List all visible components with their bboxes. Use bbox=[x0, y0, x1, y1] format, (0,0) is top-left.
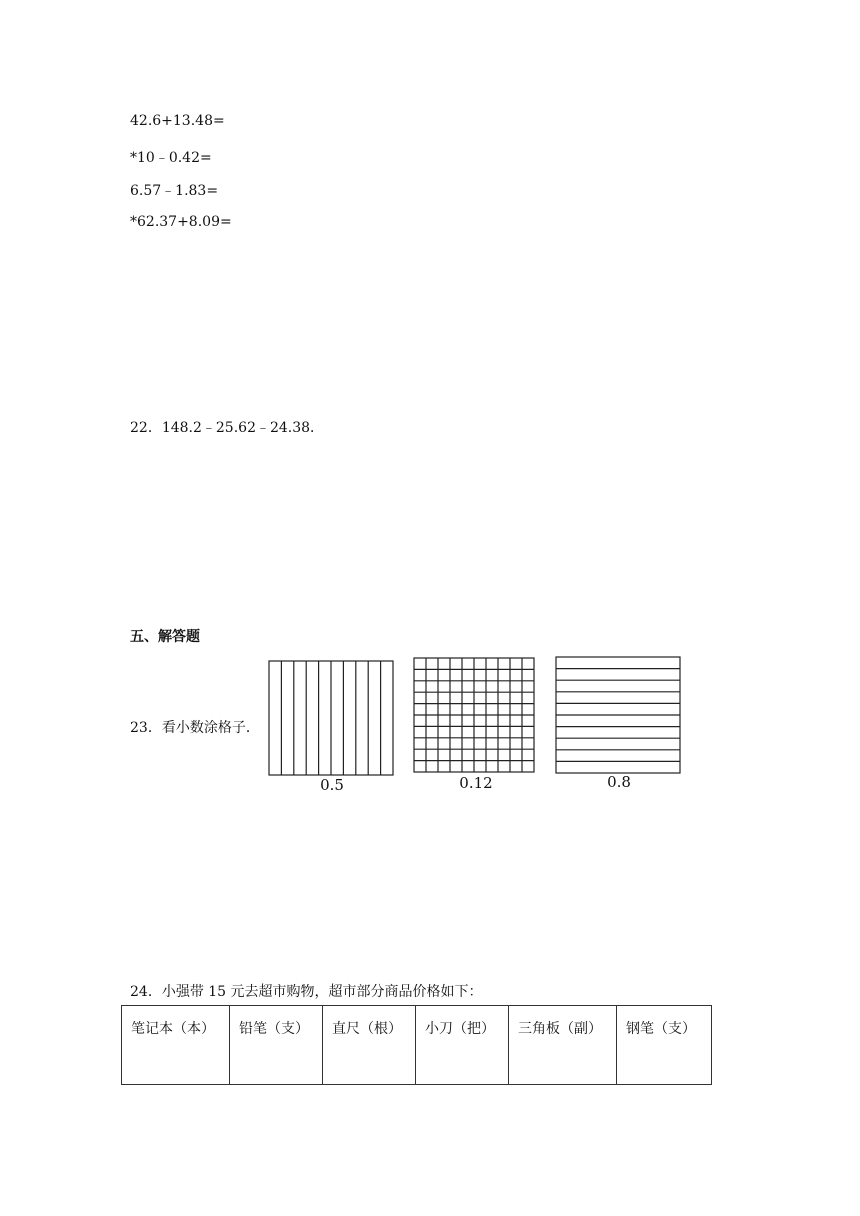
question-22: 22．148.2﹣25.62﹣24.38． bbox=[130, 420, 325, 436]
table-header-cell: 笔记本（本） bbox=[122, 1006, 230, 1085]
grid-hundred-squares[interactable] bbox=[413, 657, 535, 773]
table-row bbox=[122, 1006, 712, 1085]
table-header-cell: 小刀（把） bbox=[416, 1006, 509, 1085]
arithmetic-line: *62.37+8.09= bbox=[130, 214, 232, 230]
section-heading: 五、解答题 bbox=[130, 629, 200, 645]
arithmetic-line: 6.57﹣1.83= bbox=[130, 183, 219, 199]
grid-label: 0.8 bbox=[607, 773, 631, 791]
table-header-cell: 三角板（副） bbox=[509, 1006, 617, 1085]
price-table bbox=[121, 1005, 712, 1085]
arithmetic-line: 42.6+13.48= bbox=[130, 113, 225, 129]
grid-vertical-strips[interactable] bbox=[268, 660, 394, 776]
question-23-prompt: 23．看小数涂格子． bbox=[130, 720, 260, 736]
grid-label: 0.5 bbox=[320, 776, 344, 794]
grid-label: 0.12 bbox=[459, 774, 493, 792]
table-header-cell: 钢笔（支） bbox=[617, 1006, 712, 1085]
table-header-cell: 铅笔（支） bbox=[230, 1006, 323, 1085]
arithmetic-line: *10﹣0.42= bbox=[130, 150, 212, 166]
table-header-cell: 直尺（根） bbox=[323, 1006, 416, 1085]
question-24-prompt: 24．小强带 15 元去超市购物，超市部分商品价格如下： bbox=[130, 984, 483, 1000]
grid-horizontal-strips[interactable] bbox=[555, 656, 681, 774]
